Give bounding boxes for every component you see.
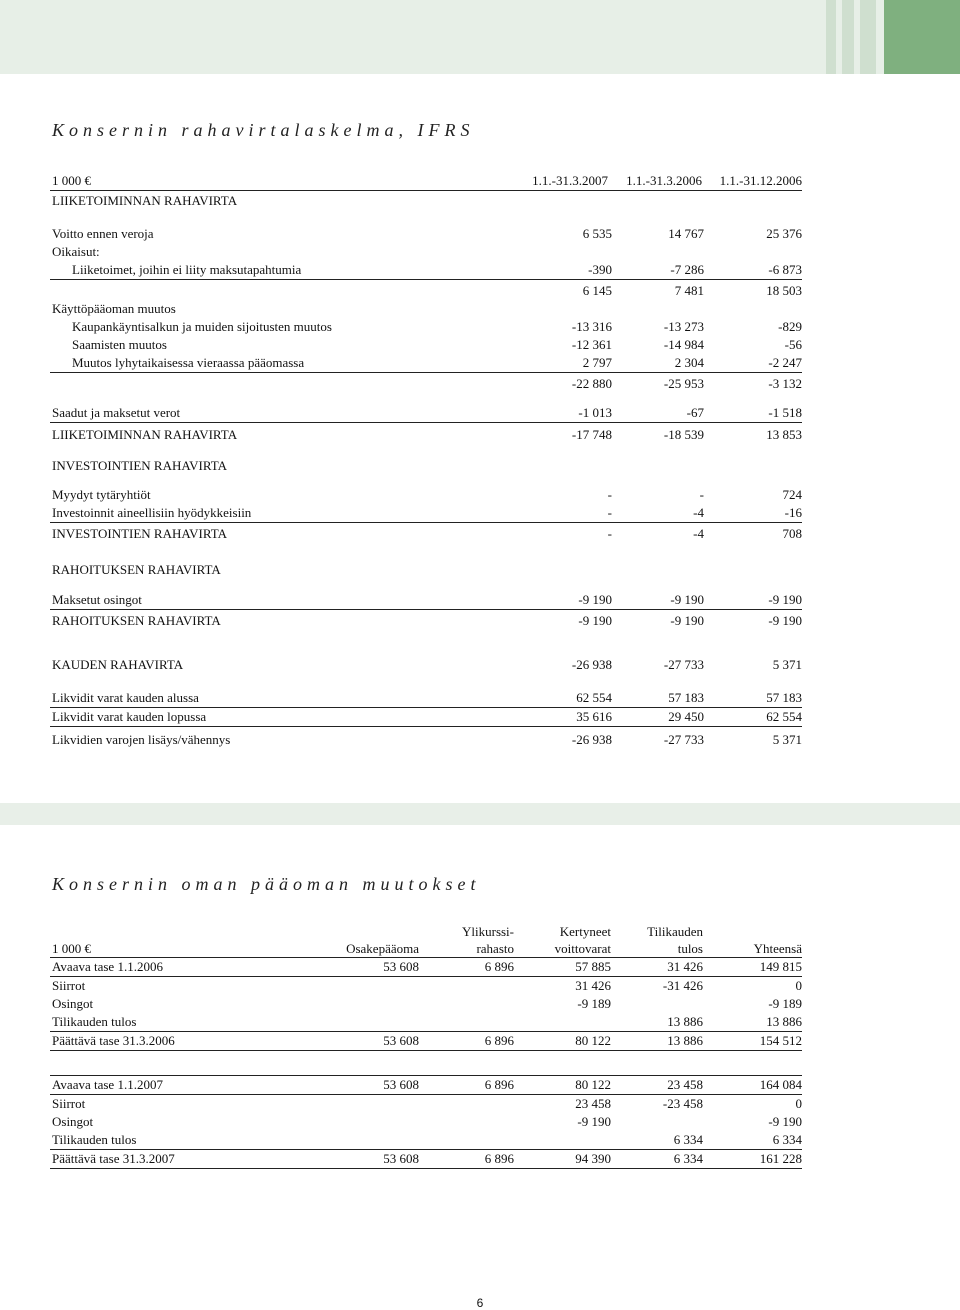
table-row (50, 1150, 802, 1169)
cell: 6 334 (772, 1132, 802, 1147)
cell: -22 880 (571, 376, 612, 391)
section-heading (50, 457, 802, 475)
cell: -13 273 (663, 319, 704, 334)
cell: -3 132 (768, 376, 802, 391)
section-divider-band (0, 803, 960, 825)
cell: -12 361 (571, 337, 612, 352)
cell: -9 190 (670, 592, 704, 607)
table-row (50, 486, 802, 504)
cell: 7 481 (674, 283, 704, 298)
financing-section (50, 561, 802, 579)
investing-table (50, 486, 802, 543)
section-heading (50, 561, 802, 579)
row-label: Saamisten muutos (72, 337, 167, 352)
period-header: 1.1.-31.3.2006 (626, 173, 702, 188)
cell: -9 190 (768, 613, 802, 628)
cell: 94 390 (575, 1151, 611, 1166)
table-row (50, 977, 802, 995)
cell: -7 286 (670, 262, 704, 277)
cell: 0 (795, 1096, 802, 1111)
cell: -829 (778, 319, 802, 334)
cell: 6 896 (484, 959, 514, 974)
unit-label: 1 000 € (52, 173, 91, 188)
cell: -6 873 (768, 262, 802, 277)
header-stripe (826, 0, 836, 74)
cell: 0 (795, 978, 802, 993)
column-header: Ylikurssi- (462, 924, 514, 939)
section-heading (50, 191, 802, 211)
row-label: Siirrot (52, 1096, 86, 1111)
table-row (50, 243, 802, 261)
equity-header (50, 924, 802, 958)
cell: 6 334 (673, 1151, 703, 1166)
period-header: 1.1.-31.12.2006 (719, 173, 802, 188)
cell: 724 (782, 487, 802, 502)
table-row (50, 591, 802, 610)
cell: -1 013 (578, 405, 612, 420)
header-band (0, 0, 960, 74)
row-label: Muutos lyhytaikaisessa vieraassa pääomassa (72, 355, 305, 370)
cell: 31 426 (575, 978, 611, 993)
cell: 53 608 (383, 959, 419, 974)
cashflow-table (50, 172, 802, 211)
cell: -18 539 (663, 427, 704, 442)
column-header: tulos (677, 941, 703, 956)
row-label: Saadut ja maksetut verot (52, 405, 181, 420)
row-label: Likvidien varojen lisäys/vähennys (52, 732, 231, 747)
cash-table (50, 689, 802, 749)
cell: 29 450 (668, 709, 704, 724)
cell: 62 554 (766, 709, 802, 724)
period-header: 1.1.-31.3.2007 (532, 173, 608, 188)
cashflow-table-taxes (50, 404, 802, 444)
column-header: Kertyneet (559, 924, 611, 939)
cell: -9 190 (768, 592, 802, 607)
cell: 80 122 (575, 1077, 611, 1092)
column-header: rahasto (476, 941, 514, 956)
cell: 53 608 (383, 1151, 419, 1166)
row-label: Osingot (52, 1114, 94, 1129)
cell: 6 896 (484, 1077, 514, 1092)
page-number: 6 (476, 1296, 484, 1310)
cell: 53 608 (383, 1033, 419, 1048)
total-row (50, 612, 802, 630)
table-row (50, 354, 802, 373)
cell: 62 554 (576, 690, 612, 705)
cell: -9 190 (578, 592, 612, 607)
cell: 57 183 (668, 690, 704, 705)
cell: -9 189 (577, 996, 611, 1011)
table-row (50, 689, 802, 708)
cell: - (607, 487, 612, 502)
cell: 13 886 (667, 1014, 703, 1029)
cell: 13 886 (667, 1033, 703, 1048)
cell: 5 371 (772, 657, 802, 672)
table-row (50, 261, 802, 280)
cell: 14 767 (668, 226, 704, 241)
cashflow-title: Konsernin rahavirtalaskelma, IFRS (52, 120, 475, 140)
table-row (50, 336, 802, 354)
row-label: Tilikauden tulos (52, 1014, 137, 1029)
table-row (50, 1131, 802, 1150)
total-row (50, 426, 802, 444)
cell: 35 616 (576, 709, 612, 724)
cell: 25 376 (766, 226, 802, 241)
row-label: Käyttöpääoman muutos (52, 301, 176, 316)
row-label: Avaava tase 1.1.2007 (52, 1077, 163, 1092)
table-row (50, 995, 802, 1013)
cell: 18 503 (766, 283, 802, 298)
equity-table-2006 (50, 958, 802, 1051)
row-label: Päättävä tase 31.3.2007 (52, 1151, 175, 1166)
table-row (50, 300, 802, 318)
column-header: Osakepääoma (346, 941, 419, 956)
cell: -9 190 (768, 1114, 802, 1129)
row-label: Voitto ennen veroja (52, 226, 154, 241)
cell: - (607, 505, 612, 520)
section-heading-text: LIIKETOIMINNAN RAHAVIRTA (52, 193, 238, 208)
cell: -23 458 (662, 1096, 703, 1111)
row-label: Liiketoimet, joihin ei liity maksutapahtumia (72, 262, 302, 277)
period-total-table (50, 656, 802, 674)
row-label: KAUDEN RAHAVIRTA (52, 657, 184, 672)
cell: -9 190 (670, 613, 704, 628)
cell: 6 896 (484, 1033, 514, 1048)
table-row (50, 1095, 802, 1113)
table-row (50, 1013, 802, 1032)
cell: -31 426 (662, 978, 703, 993)
header-stripe (842, 0, 854, 74)
cell: -2 247 (768, 355, 802, 370)
row-label: INVESTOINTIEN RAHAVIRTA (52, 526, 227, 541)
table-row (50, 404, 802, 423)
cell: 161 228 (759, 1151, 802, 1166)
cashflow-table-body (50, 225, 802, 393)
subtotal-row (50, 375, 802, 393)
row-label: Kaupankäyntisalkun ja muiden sijoitusten muutos (72, 319, 332, 334)
header-stripe (860, 0, 876, 74)
total-row (50, 525, 802, 543)
cell: -13 316 (571, 319, 612, 334)
equity-title: Konsernin oman pääoman muutokset (52, 874, 481, 894)
cell: -4 (693, 526, 704, 541)
table-row (50, 318, 802, 336)
cell: 53 608 (383, 1077, 419, 1092)
cell: 80 122 (575, 1033, 611, 1048)
cell: 6 896 (484, 1151, 514, 1166)
row-label: Likvidit varat kauden alussa (52, 690, 199, 705)
row-label: Maksetut osingot (52, 592, 142, 607)
cell: 13 853 (766, 427, 802, 442)
table-row (50, 1075, 802, 1095)
cell: 2 797 (582, 355, 612, 370)
cell: -26 938 (571, 732, 612, 747)
section-heading-text: INVESTOINTIEN RAHAVIRTA (52, 458, 227, 473)
row-label: Myydyt tytäryhtiöt (52, 487, 151, 502)
table-row (50, 504, 802, 523)
cell: -27 733 (663, 657, 704, 672)
cell: 13 886 (766, 1014, 802, 1029)
cell: -9 190 (578, 613, 612, 628)
row-label: Avaava tase 1.1.2006 (52, 959, 163, 974)
table-row (50, 708, 802, 727)
cell: -56 (784, 337, 802, 352)
cell: -25 953 (663, 376, 704, 391)
header-accent-block (884, 0, 960, 74)
cell: - (699, 487, 704, 502)
row-label: Investoinnit aineellisiin hyödykkeisiin (52, 505, 252, 520)
row-label: Siirrot (52, 978, 86, 993)
unit-label: 1 000 € (52, 941, 91, 956)
cell: -67 (686, 405, 704, 420)
cell: 6 145 (582, 283, 612, 298)
cell: 57 183 (766, 690, 802, 705)
row-label: Osingot (52, 996, 94, 1011)
cell: 164 084 (759, 1077, 802, 1092)
total-row (50, 656, 802, 674)
cell: 149 815 (759, 959, 802, 974)
row-label: Päättävä tase 31.3.2006 (52, 1033, 175, 1048)
row-label: LIIKETOIMINNAN RAHAVIRTA (52, 427, 238, 442)
row-label: Likvidit varat kauden lopussa (52, 709, 207, 724)
investing-section (50, 457, 802, 475)
cell: -4 (693, 505, 704, 520)
table-row (50, 1113, 802, 1131)
cell: 5 371 (772, 732, 802, 747)
equity-header-line2 (50, 940, 802, 958)
cell: 6 535 (582, 226, 612, 241)
section-heading-text: RAHOITUKSEN RAHAVIRTA (52, 562, 221, 577)
financing-table (50, 591, 802, 630)
cell: 31 426 (667, 959, 703, 974)
table-row (50, 958, 802, 977)
cell: 708 (782, 526, 802, 541)
cell: 23 458 (667, 1077, 703, 1092)
column-header: Yhteensä (753, 941, 802, 956)
cell: -26 938 (571, 657, 612, 672)
cell: -9 190 (577, 1114, 611, 1129)
cell: 57 885 (575, 959, 611, 974)
cell: 154 512 (759, 1033, 802, 1048)
cell: -17 748 (571, 427, 612, 442)
column-header: voittovarat (554, 941, 611, 956)
cell: 2 304 (674, 355, 704, 370)
equity-header-line1 (50, 924, 802, 940)
subtotal-row (50, 282, 802, 300)
equity-table-2007 (50, 1075, 802, 1169)
cell: -14 984 (663, 337, 704, 352)
cell: 23 458 (575, 1096, 611, 1111)
cell: 6 334 (673, 1132, 703, 1147)
cell: -1 518 (768, 405, 802, 420)
column-header: Tilikauden (647, 924, 703, 939)
cashflow-header-row (50, 172, 802, 191)
cell: - (607, 526, 612, 541)
cell: -27 733 (663, 732, 704, 747)
cell: -390 (588, 262, 612, 277)
cell: -9 189 (768, 996, 802, 1011)
cell: -16 (784, 505, 802, 520)
row-label: Oikaisut: (52, 244, 100, 259)
row-label: RAHOITUKSEN RAHAVIRTA (52, 613, 221, 628)
row-label: Tilikauden tulos (52, 1132, 137, 1147)
table-row (50, 1032, 802, 1051)
table-row (50, 225, 802, 243)
total-row (50, 731, 802, 749)
